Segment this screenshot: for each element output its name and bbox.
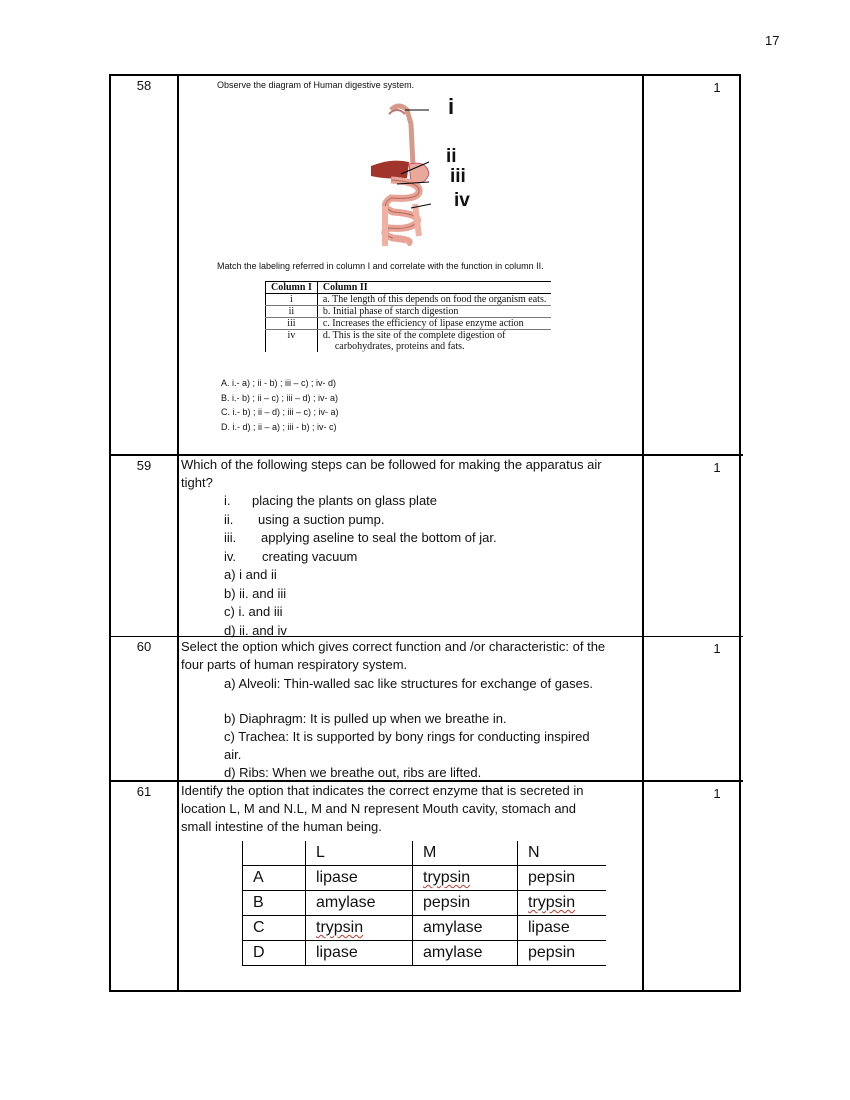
question-marks: 1 bbox=[713, 80, 721, 95]
step-text: using a suction pump. bbox=[258, 511, 385, 527]
step-text: applying aseline to seal the bottom of jar. bbox=[261, 530, 497, 545]
enzyme-table bbox=[242, 841, 606, 966]
option-b: B. i.- b) ; ii – c) ; iii – d) ; iv- a) bbox=[221, 392, 339, 403]
enzyme-cell: lipase bbox=[518, 916, 607, 941]
step-item bbox=[224, 529, 497, 548]
page-number: 17 bbox=[765, 33, 780, 48]
enzyme-cell: pepsin bbox=[413, 891, 518, 916]
table-header-cell: M bbox=[413, 841, 518, 866]
option-label: D bbox=[243, 941, 306, 966]
diagram-label-i: i bbox=[448, 94, 455, 119]
step-text: placing the plants on glass plate bbox=[252, 493, 438, 508]
question-marks: 1 bbox=[713, 641, 721, 656]
enzyme-cell bbox=[518, 891, 607, 916]
answer-options bbox=[224, 675, 634, 782]
digestive-system-diagram bbox=[361, 96, 491, 246]
option-b: b) Diaphragm: It is pulled up when we breathe in. bbox=[224, 711, 507, 726]
enzyme-cell: lipase bbox=[306, 866, 413, 891]
option-c: c) Trachea: It is supported by bony rings for conducting inspired bbox=[224, 729, 590, 744]
enzyme-text: trypsin bbox=[423, 869, 471, 886]
question-line: four parts of human respiratory system. bbox=[181, 657, 408, 672]
option-d: D. i.- d) ; ii – a) ; iii - b) ; iv- c) bbox=[221, 421, 337, 432]
step-number: iii. bbox=[224, 530, 237, 545]
question-number: 58 bbox=[136, 78, 152, 93]
enzyme-cell: pepsin bbox=[518, 941, 607, 966]
step-text: creating vacuum bbox=[262, 548, 358, 564]
option-a: A. i.- a) ; ii - b) ; iii – c) ; iv- d) bbox=[221, 378, 337, 388]
question-number: 59 bbox=[136, 458, 152, 473]
step-number: ii. bbox=[224, 511, 234, 527]
column-i-cell: i bbox=[266, 294, 318, 306]
option-b: b) ii. and iii bbox=[224, 585, 287, 601]
column-i-cell: iii bbox=[266, 318, 318, 330]
enzyme-cell: lipase bbox=[306, 941, 413, 966]
step-number: i. bbox=[224, 493, 231, 508]
question-line: small intestine of the human being. bbox=[181, 819, 382, 834]
table-header-cell bbox=[243, 841, 306, 866]
column-ii-cell: c. Increases the efficiency of lipase enzyme action bbox=[317, 318, 551, 330]
question-marks: 1 bbox=[713, 786, 721, 801]
enzyme-cell: amylase bbox=[413, 941, 518, 966]
question-number: 60 bbox=[136, 639, 152, 654]
option-c-continued: air. bbox=[224, 747, 242, 762]
question-line: Identify the option that indicates the correct enzyme that is secreted in bbox=[181, 783, 584, 798]
liver-shape bbox=[371, 161, 409, 179]
option-d: d) Ribs: When we breathe out, ribs are lifted. bbox=[224, 765, 482, 780]
column-i-cell: iv bbox=[266, 330, 318, 353]
step-item bbox=[224, 511, 497, 530]
question-line: Select the option which gives correct function and /or characteristic: of the bbox=[181, 639, 606, 654]
column-i-cell: ii bbox=[266, 306, 318, 318]
column-i-header: Column I bbox=[266, 282, 318, 294]
table-header-cell: N bbox=[518, 841, 607, 866]
column-ii-cell: b. Initial phase of starch digestion bbox=[317, 306, 551, 318]
question-60-row bbox=[111, 636, 743, 781]
question-61-row bbox=[111, 780, 743, 994]
column-ii-cell bbox=[317, 330, 551, 353]
option-label: A bbox=[243, 866, 306, 891]
enzyme-text: trypsin bbox=[316, 919, 364, 936]
mouth-esophagus-shape bbox=[389, 106, 413, 166]
option-c: c) i. and iii bbox=[224, 604, 283, 619]
question-marks: 1 bbox=[713, 460, 721, 475]
question-line: Which of the following steps can be followed for making the apparatus air bbox=[181, 457, 602, 472]
question-number: 61 bbox=[136, 784, 152, 799]
question-table bbox=[109, 74, 741, 992]
option-c: C. i.- b) ; ii – d) ; iii – c) ; iv- a) bbox=[221, 407, 339, 417]
enzyme-cell bbox=[413, 866, 518, 891]
table-header-cell: L bbox=[306, 841, 413, 866]
diagram-label-iii: iii bbox=[450, 166, 466, 187]
column-ii-cell: a. The length of this depends on food the organism eats. bbox=[317, 294, 551, 306]
question-text bbox=[181, 638, 643, 674]
answer-options bbox=[221, 376, 339, 434]
option-a: a) Alveoli: Thin-walled sac like structures for exchange of gases. bbox=[224, 676, 593, 691]
match-columns-table bbox=[265, 281, 551, 352]
enzyme-cell: pepsin bbox=[518, 866, 607, 891]
enzyme-text: trypsin bbox=[528, 894, 576, 911]
step-number: iv. bbox=[224, 548, 237, 564]
enzyme-cell: amylase bbox=[306, 891, 413, 916]
column-ii-text: d. This is the site of the complete digestion of bbox=[322, 330, 506, 341]
option-label: C bbox=[243, 916, 306, 941]
column-ii-header: Column II bbox=[317, 282, 551, 294]
question-line: location L, M and N.L, M and N represent Mouth cavity, stomach and bbox=[181, 801, 577, 816]
step-item bbox=[224, 548, 497, 567]
question-text bbox=[181, 782, 643, 836]
question-intro: Observe the diagram of Human digestive system. bbox=[217, 80, 415, 90]
column-ii-text-continued: carbohydrates, proteins and fats. bbox=[334, 341, 465, 352]
option-d: d) ii. and iv bbox=[224, 622, 287, 638]
steps-list bbox=[224, 492, 497, 640]
question-58-row bbox=[111, 76, 739, 454]
option-label: B bbox=[243, 891, 306, 916]
diagram-label-iv: iv bbox=[454, 190, 470, 211]
match-instruction: Match the labeling referred in column I and correlate with the function in column II. bbox=[217, 261, 544, 271]
diagram-label-ii: ii bbox=[446, 146, 457, 167]
enzyme-cell: amylase bbox=[413, 916, 518, 941]
question-59-row bbox=[111, 454, 743, 638]
step-item bbox=[224, 492, 497, 511]
question-text bbox=[181, 456, 643, 492]
question-line: tight? bbox=[181, 475, 213, 490]
enzyme-cell bbox=[306, 916, 413, 941]
option-a: a) i and ii bbox=[224, 567, 277, 582]
